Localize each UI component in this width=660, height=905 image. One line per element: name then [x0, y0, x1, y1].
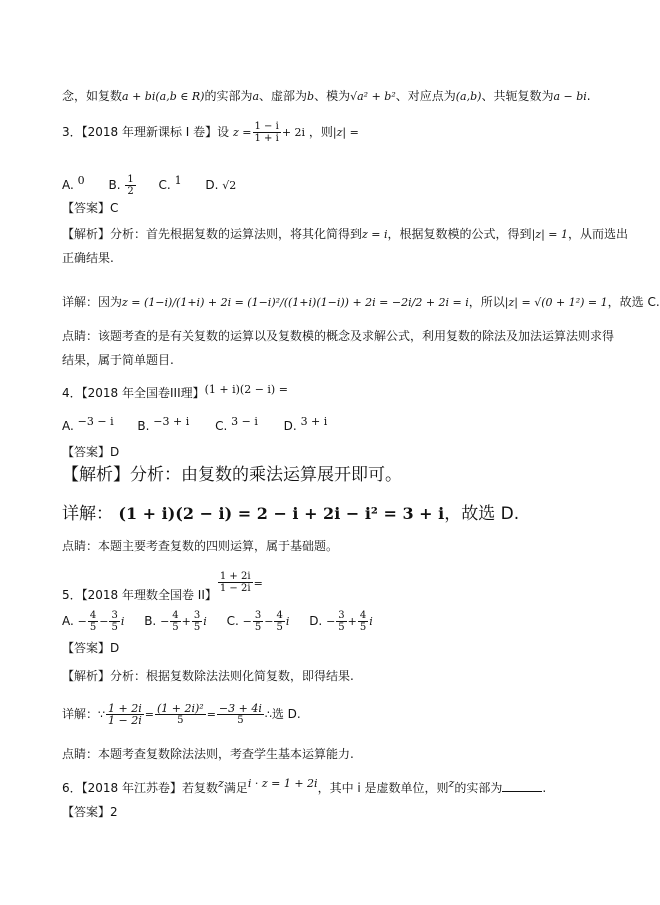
question-3-comment-cont: 结果，属于简单题目.	[62, 353, 174, 367]
option-a: A. $^{-3 - i}$	[62, 415, 114, 433]
option-d: D. − $\frac{3}{5}$ + $\frac{4}{5}$ i	[309, 610, 373, 633]
intro-text-1: 念，如复数	[62, 89, 123, 103]
question-3-options	[62, 170, 236, 197]
intro-text-6: 、共轭复数为	[481, 89, 554, 103]
question-4-expr: (1 + i)(2 − i) =	[204, 383, 288, 396]
intro-text-5: 、对应点为	[395, 89, 456, 103]
question-5-answer: 【答案】D	[62, 641, 120, 655]
question-4-detail: 详解： (1 + i)(2 − i) = 2 − i + 2i − i² = 3 + i，故选 D.	[62, 504, 520, 524]
intro-text-7: .	[586, 89, 591, 103]
question-3-answer: 【答案】C	[62, 201, 119, 215]
option-c: C. − $\frac{3}{5}$ − $\frac{4}{5}$ i	[226, 610, 290, 633]
option-a: A. − $\frac{4}{5}$ − $\frac{3}{5}$ i	[62, 610, 125, 633]
intro-formula-modulus: √a² + b²	[350, 90, 396, 103]
question-5-analysis: 【解析】分析：根据复数除法法则化简复数，即得结果.	[62, 669, 354, 683]
question-3-mid: ，则	[308, 125, 333, 139]
option-b: B. $^{-3 + i}$	[137, 415, 190, 433]
question-5-fraction: $\frac{1 + 2i}{1 - 2i}$	[219, 571, 251, 594]
question-4: 4．【2018 年全国卷III理】(1 + i)(2 − i) =	[62, 383, 288, 400]
question-3-analysis-cont: 正确结果.	[62, 251, 114, 265]
question-4-detail-eq: (1 + i)(2 − i) = 2 − i + 2i − i² = 3 + i	[118, 504, 445, 523]
question-6-answer: 【答案】2	[62, 805, 118, 819]
question-3-analysis: 【解析】分析：首先根据复数的运算法则，将其化简得到z = i，根据复数模的公式，得到|z| = 1，从而选出	[62, 227, 628, 241]
intro-formula-conjugate: a − bi	[553, 90, 587, 103]
question-6: 6．【2018 年江苏卷】若复数$^z$满足$^{i \cdot z = 1 + 2i}$，其中 i 是虚数单位，则$^z$的实部为 .	[62, 777, 547, 795]
question-5-comment: 点睛：本题考查复数除法法则，考查学生基本运算能力.	[62, 747, 354, 761]
intro-text-4: 、模为	[314, 89, 351, 103]
option-c: C. $^1$	[158, 174, 182, 192]
question-5-detail: 详解：∵ $\frac{1 + 2i}{1 - 2i}$ = $\frac{\text{(1 + 2i)²}}{5}$ = $\frac{-3 + 4i}{5}$ ∴选 D.	[62, 702, 301, 727]
intro-formula-real: a	[252, 90, 260, 103]
question-3-detail-eq: z = (1−i)/(1+i) + 2i = (1−i)²/((1+i)(1−i)) + 2i = −2i/2 + 2i = i	[122, 296, 469, 309]
question-4-answer: 【答案】D	[62, 445, 120, 459]
option-c: C. $^{3 - i}$	[215, 415, 258, 433]
question-4-comment: 点睛：本题主要考查复数的四则运算，属于基础题。	[62, 539, 339, 553]
question-4-options	[62, 414, 327, 434]
question-3-target: |z| =	[332, 126, 359, 139]
question-4-analysis: 【解析】分析：由复数的乘法运算展开即可。	[62, 465, 402, 485]
intro-text-3: 、虚部为	[259, 89, 308, 103]
question-3-detail: 详解：因为z = (1−i)/(1+i) + 2i = (1−i)²/((1+i)(1−i)) + 2i = −2i/2 + 2i = i，所以|z| = √(0 + 1²) = 1，故选 C.	[62, 295, 660, 309]
intro-formula-imag: b	[307, 90, 315, 103]
question-3-detail-mod: |z| = √(0 + 1²) = 1	[504, 296, 608, 309]
intro-text-2: 的实部为	[204, 89, 253, 103]
option-b: B. $\frac{1}{2}$	[108, 174, 134, 197]
question-3	[62, 120, 359, 145]
option-d: D. $^{3 + i}$	[283, 415, 328, 433]
question-3-prefix: 3．【2018 年理新课标 I 卷】设	[62, 125, 230, 139]
option-a: A. $^0$	[62, 174, 85, 192]
intro-formula-point: (a,b)	[455, 90, 482, 103]
option-d: D. √2	[205, 178, 237, 192]
answer-blank	[502, 780, 542, 792]
question-6-condition: i · z = 1 + 2i	[247, 777, 318, 790]
question-5-options	[62, 606, 373, 637]
question-5: 5．【2018 年理数全国卷 II】 $\frac{1 + 2i}{1 - 2i}$ =	[62, 571, 263, 602]
question-3-eq-rhs: + 2i	[281, 126, 306, 139]
question-3-fraction: $\frac{1 - i}{1 + i}$	[254, 121, 279, 144]
intro-line	[62, 88, 591, 105]
question-3-comment: 点睛：该题考查的是有关复数的运算以及复数模的概念及求解公式，利用复数的除法及加法运算法则求得	[62, 329, 615, 343]
question-3-eq-lhs: z =	[233, 126, 252, 139]
option-b: B. − $\frac{4}{5}$ + $\frac{3}{5}$ i	[144, 610, 207, 633]
intro-formula-complex: a + bi(a,b ∈ R)	[122, 90, 205, 103]
